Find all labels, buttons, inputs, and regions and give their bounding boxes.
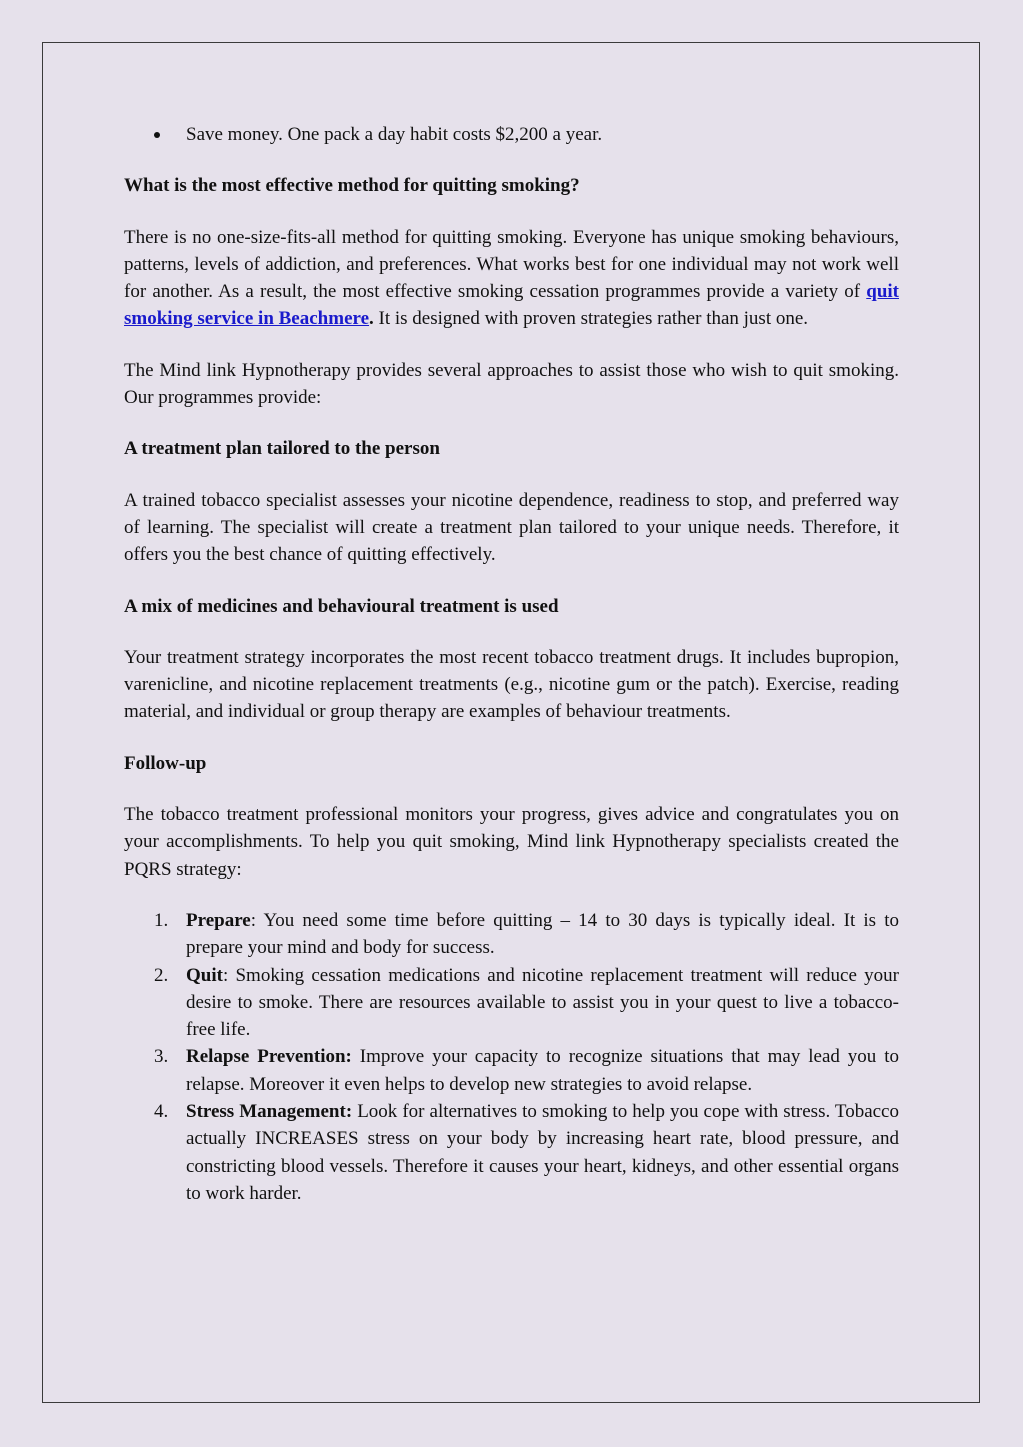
step-number: 2. xyxy=(154,964,169,986)
step-number: 1. xyxy=(154,909,169,931)
step-item xyxy=(124,1098,899,1207)
quit-smoking-service-link[interactable]: quit smoking service in Beachmere xyxy=(124,281,899,330)
paragraph-followup: The tobacco treatment professional monitors your progress, gives advice and congratulates you on your accomplishments. To help you quit smoking, Mind link Hypnotherapy specialists created the PQRS strategy: xyxy=(124,804,899,880)
bullet-text: Save money. One pack a day habit costs $2,200 a year. xyxy=(186,124,603,145)
step-item xyxy=(124,907,899,962)
step-number: 4. xyxy=(154,1101,169,1123)
step-term: Relapse Prevention: xyxy=(186,1046,352,1068)
heading-followup: Follow-up xyxy=(124,752,207,774)
paragraph-method-text-end: It is designed with proven strategies rather than just one. xyxy=(373,308,809,330)
paragraph-method-text: There is no one-size-fits-all method for quitting smoking. Everyone has unique smoking behaviours, patterns, levels of addiction, and preferences. What works best for one individual may not work well for another. As a result, the most effective smoking cessation programmes provide a variety of xyxy=(124,226,899,303)
paragraph-approaches: The Mind link Hypnotherapy provides several approaches to assist those who wish to quit smoking. Our programmes provide: xyxy=(124,359,899,409)
heading-treatment-plan: A treatment plan tailored to the person xyxy=(124,438,440,460)
step-text: : You need some time before quitting – 14 to 30 days is typically ideal. It is to prepare your mind and body for success. xyxy=(186,909,899,959)
heading-method: What is the most effective method for quitting smoking? xyxy=(124,175,580,197)
pqrs-steps-list xyxy=(124,907,899,1207)
step-number: 3. xyxy=(154,1046,169,1068)
step-term: Quit xyxy=(186,964,223,986)
step-text: : Smoking cessation medications and nicotine replacement treatment will reduce your desire to smoke. There are resources available to assist you in your quest to live a tobacco-free life. xyxy=(186,964,899,1041)
bullet-list xyxy=(124,121,899,148)
bullet-dot-icon xyxy=(154,132,160,138)
step-term: Stress Management: xyxy=(186,1101,353,1123)
bullet-item-save-money xyxy=(124,121,899,148)
step-item xyxy=(124,962,899,1044)
step-text: Improve your capacity to recognize situations that may lead you to relapse. Moreover it even helps to develop new strategies to avoid relapse. xyxy=(186,1046,899,1095)
paragraph-mix: Your treatment strategy incorporates the most recent tobacco treatment drugs. It includes bupropion, varenicline, and nicotine replacement treatments (e.g., nicotine gum or the patch). Exercise, reading material, and individual or group therapy are examples of behaviour treatments. xyxy=(124,646,899,723)
step-term: Prepare xyxy=(186,909,251,931)
step-text: Look for alternatives to smoking to help you cope with stress. Tobacco actually INCREASES stress on your body by increasing heart rate, blood pressure, and constricting blood vessels. Therefore it causes your heart, kidneys, and other essential organs to work harder. xyxy=(186,1101,899,1204)
paragraph-treatment-plan: A trained tobacco specialist assesses your nicotine dependence, readiness to stop, and preferred way of learning. The specialist will create a treatment plan tailored to your unique needs. Therefore, it offers you the best chance of quitting effectively. xyxy=(124,489,899,566)
step-item xyxy=(124,1043,899,1098)
heading-mix: A mix of medicines and behavioural treatment is used xyxy=(124,595,559,617)
document-body xyxy=(124,121,899,1207)
paragraph-method xyxy=(124,224,899,333)
paragraph-method-period: . xyxy=(369,308,374,330)
